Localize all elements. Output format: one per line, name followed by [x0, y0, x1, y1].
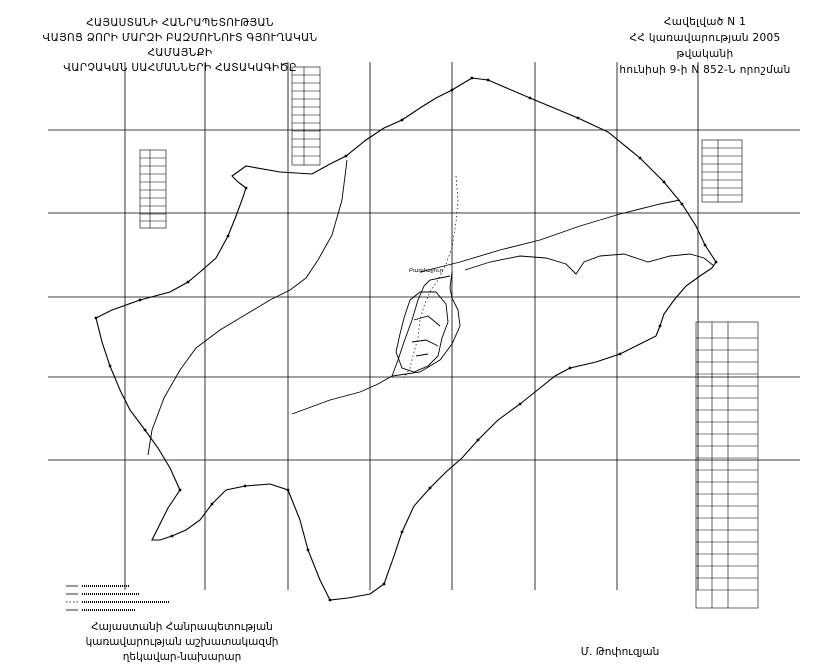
settlement-label: Բազմաջուր — [409, 268, 444, 274]
signatory-name: Մ. Թոփուզյան — [580, 646, 660, 658]
map-title-line-2: ՎԱՅՈՑ ՁՈՐԻ ՄԱՐԶԻ ԲԱԶՄՈՒՆՈՒՏ ԳՅՈՒՂԱԿԱՆ ՀԱՄԱՅՆՔԻ — [42, 32, 318, 59]
coordinate-table-1 — [140, 150, 166, 228]
coordinate-table-2 — [292, 67, 320, 165]
signature-position-line-2: կառավարության աշխատակազմի — [85, 636, 279, 648]
appendix-decision-line-1: ՀՀ կառավարության 2005 թվականի — [629, 32, 781, 60]
map-title-line-3: ՎԱՐՉԱԿԱՆ ՍԱՀՄԱՆՆԵՐԻ ՀԱՏԱԿԱԳԻԾԸ — [63, 62, 297, 74]
map-legend — [66, 586, 170, 610]
appendix-decision-line-2: հունիսի 9-ի N 852-Ն որոշման — [619, 64, 791, 76]
map-title-line-1: ՀԱՅԱՍՏԱՆԻ ՀԱՆՐԱՊԵՏՈՒԹՅԱՆ — [86, 17, 274, 29]
coordinate-table-3 — [702, 140, 742, 202]
map-grid — [48, 62, 800, 590]
community-boundary-line — [96, 78, 716, 600]
signature-position — [62, 620, 302, 665]
internal-lines — [148, 160, 714, 455]
signature-position-line-3: ղեկավար-նախարար — [122, 651, 242, 663]
river-line — [404, 176, 458, 378]
appendix-number: Հավելված N 1 — [663, 16, 747, 28]
signature-position-line-1: Հայաստանի Հանրապետության — [91, 621, 273, 633]
coordinate-table-4 — [696, 322, 758, 608]
